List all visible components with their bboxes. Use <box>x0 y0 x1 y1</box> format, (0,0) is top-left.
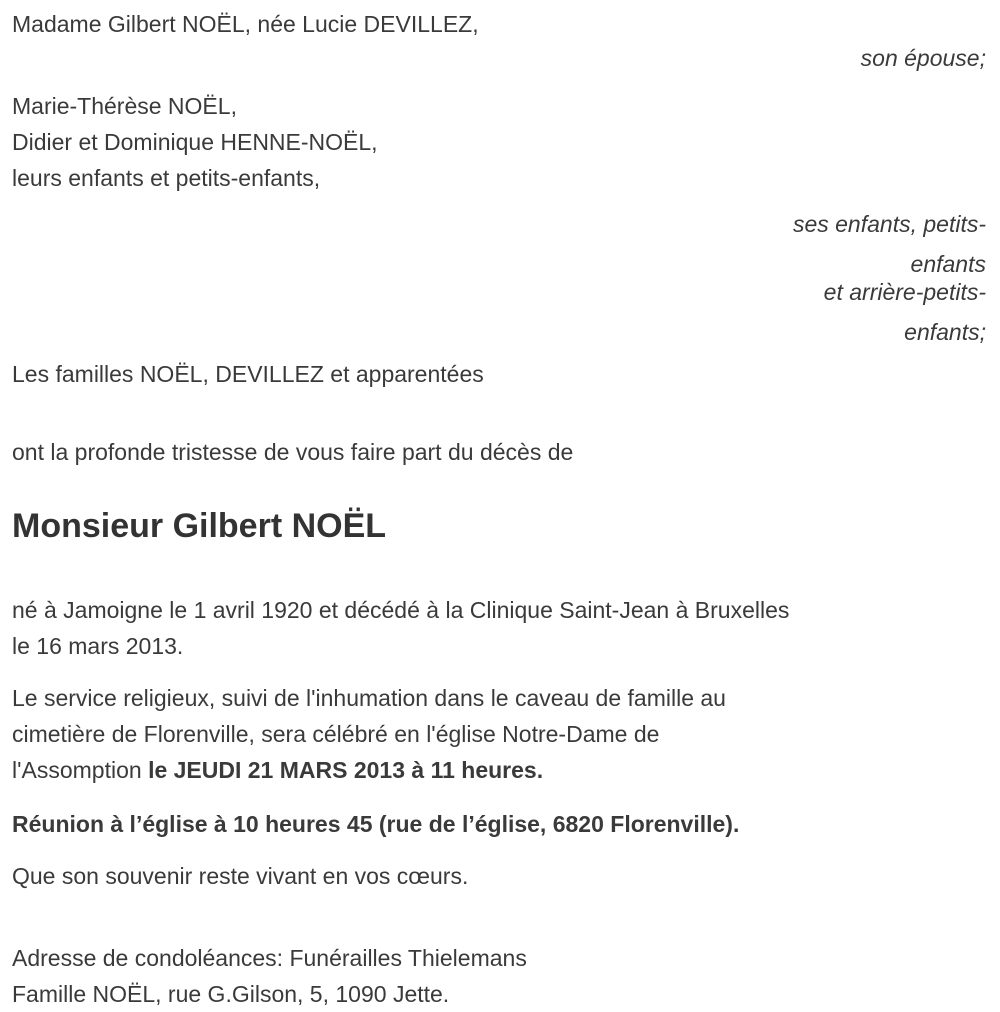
families-line: Les familles NOËL, DEVILLEZ et apparentées <box>12 361 484 387</box>
service-line: cimetière de Florenville, sera célébré en l'église Notre-Dame de <box>12 721 660 747</box>
children-relation-note-line: ses enfants, petits- <box>792 211 986 237</box>
spouse-relation-note: son épouse; <box>860 45 986 71</box>
service-datetime-prefix: l'Assomption <box>12 757 149 783</box>
child-name-line: Didier et Dominique HENNE-NOËL, <box>12 129 378 155</box>
child-name-line: Marie-Thérèse NOËL, <box>12 93 237 119</box>
children-relation-note-line: enfants <box>910 251 986 277</box>
service-line: Le service religieux, suivi de l'inhumation dans le caveau de famille au <box>12 685 726 711</box>
children-relation-note-line: enfants; <box>904 319 986 345</box>
deceased-name-heading: Monsieur Gilbert NOËL <box>12 507 387 545</box>
service-datetime-line <box>12 752 986 788</box>
children-relation-note-line: et arrière-petits- <box>823 279 986 305</box>
birth-death-line: né à Jamoigne le 1 avril 1920 et décédé à la Clinique Saint-Jean à Bruxelles <box>12 597 790 623</box>
condolence-line: Adresse de condoléances: Funérailles Thielemans <box>12 945 527 971</box>
birth-death-line: le 16 mars 2013. <box>12 633 184 659</box>
children-relation-note <box>12 208 986 348</box>
meeting-line: Réunion à l’église à 10 heures 45 (rue de l’église, 6820 Florenville). <box>12 811 740 837</box>
memory-line: Que son souvenir reste vivant en vos cœurs. <box>12 863 469 889</box>
service-paragraph <box>12 680 986 788</box>
condolence-address-block <box>12 940 986 1012</box>
announcement-sentence: ont la profonde tristesse de vous faire part du décès de <box>12 439 574 465</box>
service-datetime: le JEUDI 21 MARS 2013 à 11 heures. <box>148 757 544 783</box>
spouse-name-line: Madame Gilbert NOËL, née Lucie DEVILLEZ, <box>12 11 479 37</box>
birth-death-paragraph <box>12 592 986 664</box>
condolence-line: Famille NOËL, rue G.Gilson, 5, 1090 Jette. <box>12 981 450 1007</box>
child-name-line: leurs enfants et petits-enfants, <box>12 165 321 191</box>
